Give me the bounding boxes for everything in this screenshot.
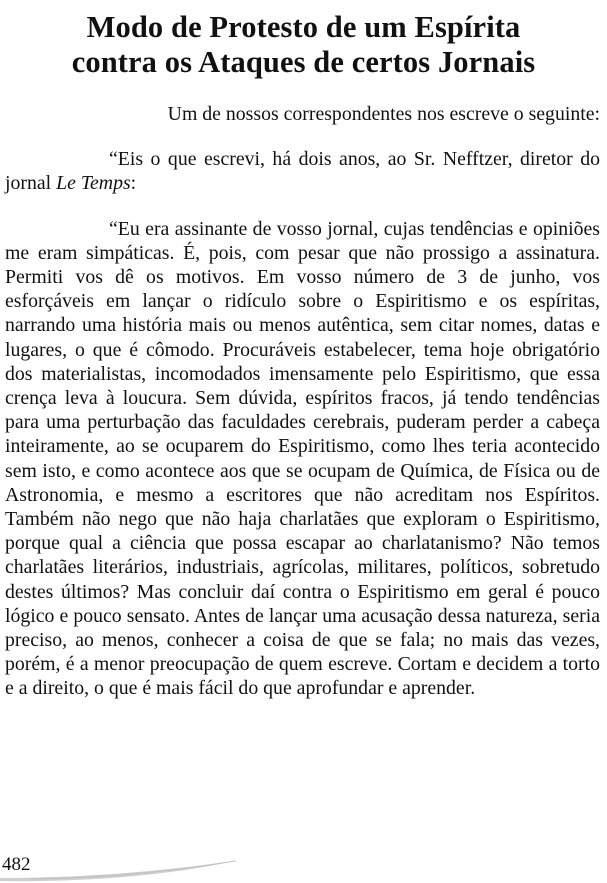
page-swoosh-ornament [0, 848, 240, 883]
title-line-2: contra os Ataques de certos Jornais [71, 45, 536, 79]
title-line-1: Modo de Protesto de um Espírita [86, 10, 521, 44]
paragraph-intro: Um de nossos correspondentes nos escreve o seguinte: [167, 103, 600, 125]
paragraph-letter-intro-colon: : [130, 172, 137, 195]
article-title [0, 10, 607, 80]
page-number: 482 [2, 854, 31, 875]
paragraph-letter-intro [5, 147, 600, 195]
paragraph-letter-intro-text: “Eis o que escrevi, há dois anos, ao Sr. Nefftzer, diretor do jornal [5, 148, 600, 195]
paragraph-letter-body: “Eu era assinante de vosso jornal, cujas tendências e opiniões me eram simpáticas. É, pois, com pesar que não prossigo a assinatura. Permiti vos dê os motivos. Em vosso número de 3 de junho, vos esforçáveis em lançar o ridículo sobre o Espiritismo e os espíritas, narrando uma história mais ou menos autêntica, sem citar nomes, datas e lugares, o que é cômodo. Procuráveis estabelecer, tema hoje obrigatório dos materialistas, incomodados imensamente pelo Espiritismo, que essa crença leva à loucura. Sem dúvida, espíritos fracos, já tendo tendências para uma perturbação das faculdades cerebrais, puderam perder a cabeça inteiramente, ao se ocuparem do Espiritismo, como lhes teria acontecido sem isto, e como acontece aos que se ocupam de Química, de Física ou de Astronomia, e mesmo a escritores que não acreditam nos Espíritos. Também não nego que não haja charlatães que exploram o Espiritismo, porque qual a ciência que possa escapar ao charlatanismo? Não temos charlatães literários, industriais, agrícolas, militares, políticos, sobretudo destes últimos? Mas concluir daí contra o Espiritismo em geral é pouco lógico e pouco sensato. Antes de lançar uma acusação dessa natureza, seria preciso, ao menos, conhecer a coisa de que se fala; no mais das vezes, porém, é a menor preocupação de quem escreve. Cortam e decidem a torto e a direito, o que é mais fácil do que aprofundar e aprender. [5, 217, 600, 700]
newspaper-name: Le Temps [56, 172, 131, 195]
article-body [5, 102, 600, 701]
